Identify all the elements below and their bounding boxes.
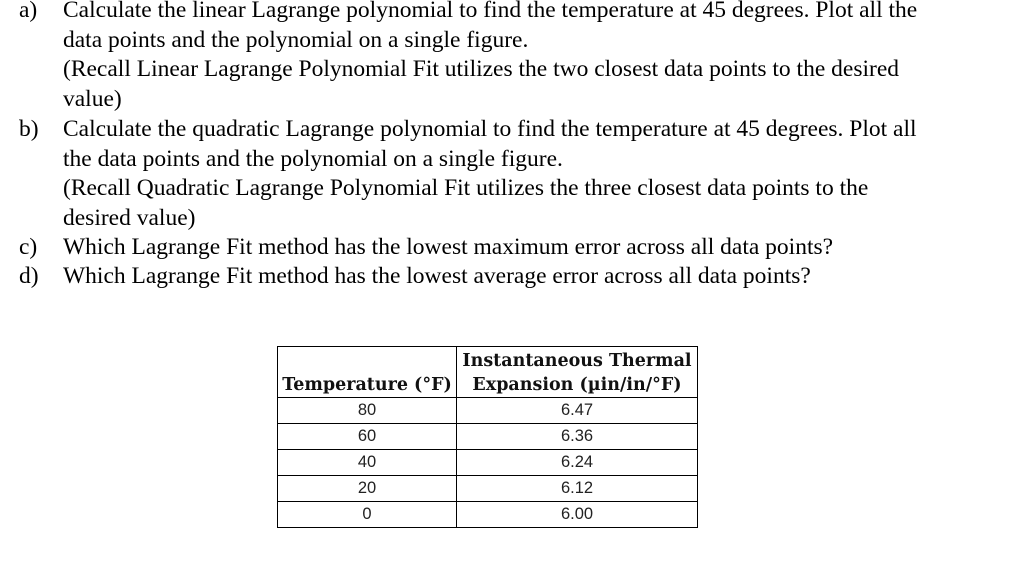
- expansion-cell: 6.24: [457, 450, 698, 476]
- question-text: [63, 115, 1018, 233]
- expansion-cell: 6.00: [457, 502, 698, 528]
- question-line: Which Lagrange Fit method has the lowest maximum error across all data points?: [63, 234, 834, 260]
- expansion-column-header: [457, 347, 698, 398]
- question-line: data points and the polynomial on a single figure.: [63, 26, 529, 53]
- table-row: [278, 476, 698, 502]
- temperature-column-header: Temperature (°F): [278, 347, 457, 398]
- question-marker: a): [19, 0, 38, 23]
- table-row: [278, 450, 698, 476]
- expansion-cell: 6.36: [457, 424, 698, 450]
- question-line: the data points and the polynomial on a single figure.: [63, 145, 563, 172]
- question-marker: d): [19, 263, 39, 289]
- question-marker: c): [19, 234, 38, 260]
- expansion-header-line: Expansion (µin/in/°F): [472, 375, 682, 395]
- question-note-line: (Recall Linear Lagrange Polynomial Fit utilizes the two closest data points to the desired: [63, 56, 899, 82]
- question-line: Which Lagrange Fit method has the lowest average error across all data points?: [63, 263, 811, 289]
- question-line: Calculate the linear Lagrange polynomial to find the temperature at 45 degrees. Plot all the: [63, 0, 918, 23]
- thermal-expansion-table: [277, 346, 698, 528]
- question-text: [63, 0, 1018, 114]
- table-row: [278, 398, 698, 424]
- temperature-cell: 40: [278, 450, 457, 476]
- temperature-cell: 0: [278, 502, 457, 528]
- temperature-cell: 80: [278, 398, 457, 424]
- temperature-cell: 60: [278, 424, 457, 450]
- expansion-cell: 6.47: [457, 398, 698, 424]
- expansion-cell: 6.12: [457, 476, 698, 502]
- question-note-line: desired value): [63, 204, 196, 231]
- question-marker: b): [19, 116, 39, 142]
- question-text: [63, 233, 1018, 263]
- table-header-row: [278, 347, 698, 398]
- question-note-line: (Recall Quadratic Lagrange Polynomial Fit utilizes the three closest data points to the: [63, 175, 869, 201]
- thermal-expansion-table-wrapper: [277, 346, 698, 528]
- temperature-cell: 20: [278, 476, 457, 502]
- question-line: Calculate the quadratic Lagrange polynomial to find the temperature at 45 degrees. Plot all: [63, 116, 917, 142]
- question-note-line: value): [63, 85, 122, 112]
- table-row: [278, 502, 698, 528]
- question-text: [63, 262, 1018, 292]
- expansion-header-line: Instantaneous Thermal: [462, 351, 692, 371]
- table-row: [278, 424, 698, 450]
